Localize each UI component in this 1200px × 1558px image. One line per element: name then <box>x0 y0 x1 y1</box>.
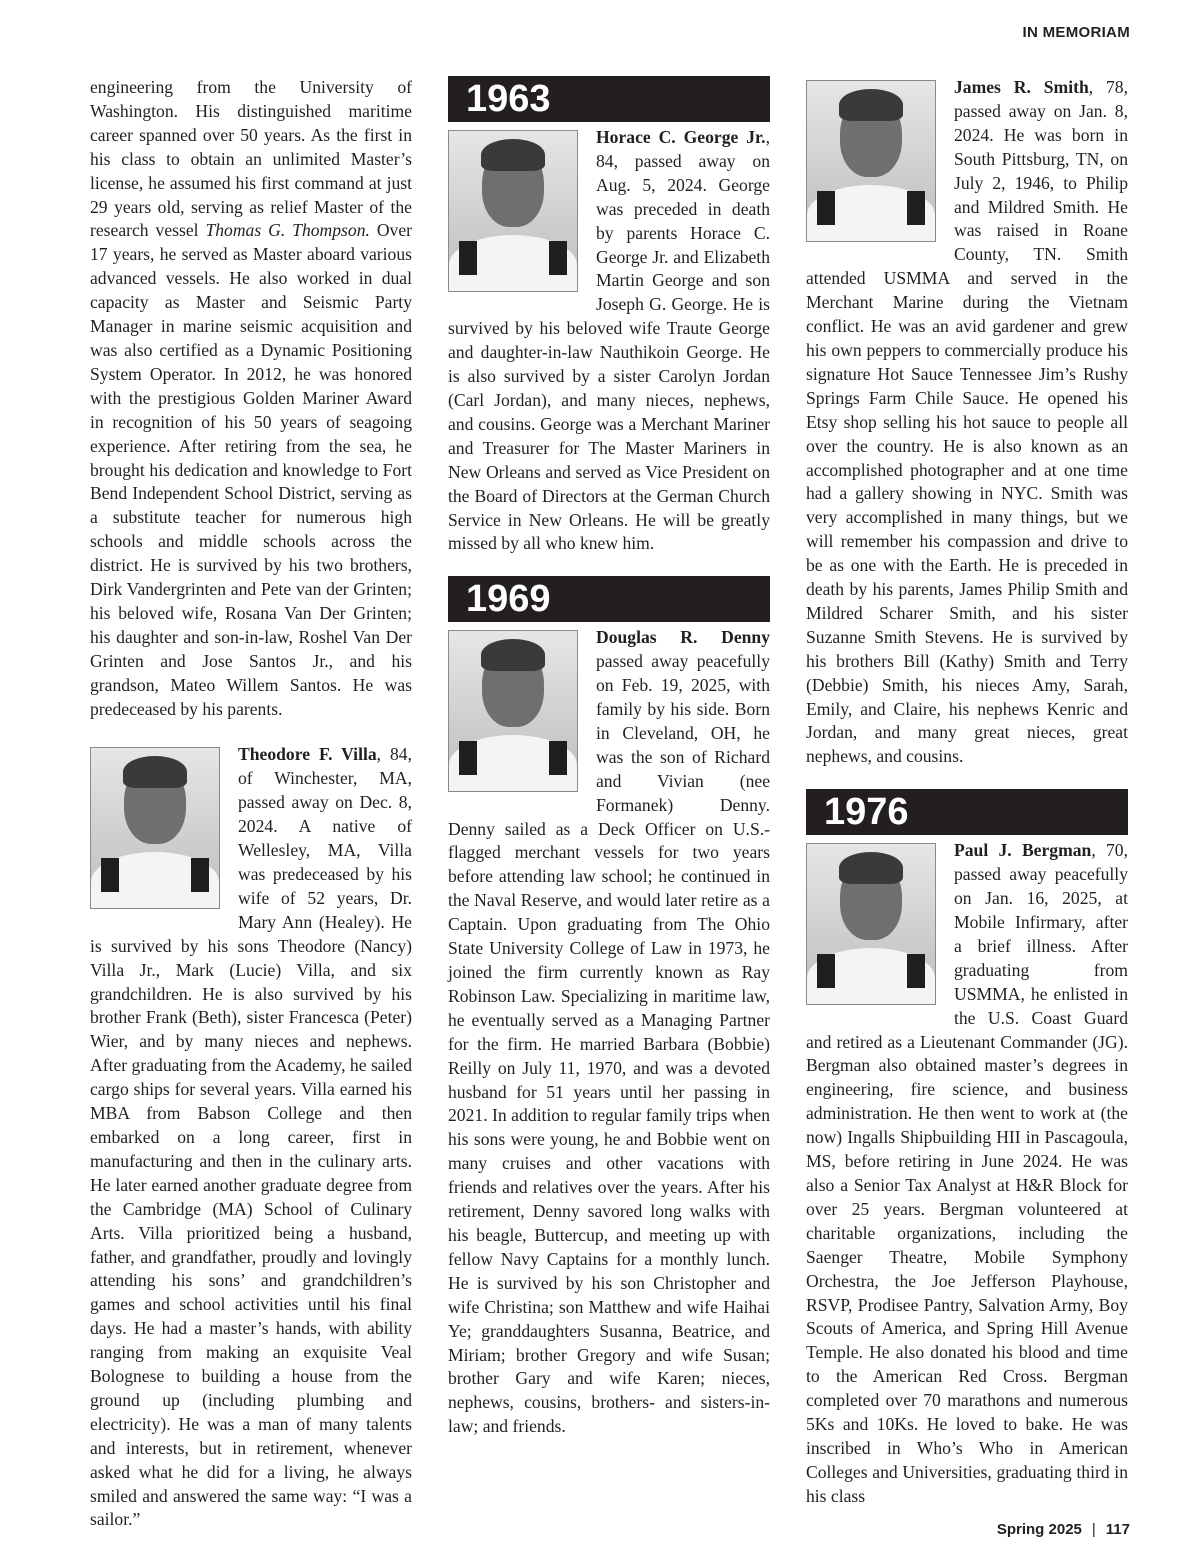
vessel-name: Thomas G. Thompson. <box>205 220 370 241</box>
obituary-bergman-text: , 70, passed away peacefully on Jan. 16, 2025, at Mobile Infirmary, after a brief illness. After graduating from USMMA, he enlisted in the U.S. Coast Guard and retired as a Lieutenant Commander (JG). Bergman also obtained master’s degrees in engineering, fire science, and business administration. He then went to work at (the now) Ingalls Shipbuilding HII in Pascagoula, MS, before retiring in June 2024. He was also a Senior Tax Analyst at H&R Block for over 25 years. Bergman volunteered at charitable organizations, including the Saenger Theatre, Mobile Symphony Orchestra, the Joe Jefferson Playhouse, RSVP, Prodisee Pantry, Salvation Army, Boy Scouts of America, and Spring Hill Avenue Temple. He also donated his blood and time to the American Red Cross. Bergman completed over 70 marathons and numerous 5Ks and 10Ks. He loved to bake. He was inscribed in Who’s Who in American Colleges and Universities, graduating third in his class <box>806 840 1128 1506</box>
portrait-bergman <box>806 843 936 1005</box>
portrait-george <box>448 130 578 292</box>
class-year-1963: 1963 <box>448 76 770 122</box>
obituary-smith-text: , 78, passed away on Jan. 8, 2024. He was born in South Pittsburg, TN, on July 2, 1946, to Philip and Mildred Smith. He was raised in Roane County, TN. Smith attended USMMA and served in the Merchant Marine during the Vietnam conflict. He was an avid gardener and grew his own peppers to commercially produce his signature Hot Sauce Tennessee Jim’s Rushy Springs Farm Chile Sauce. He opened his Etsy shop selling his hot sauce to people all over the country. He is also known as an accomplished photographer and at one time had a gallery showing in NYC. Smith was very accomplished in many things, but we will remember his compassion and drive to be as one with the Earth. He is preceded in death by his parents, James Philip Smith and Mildred Scharer Smith, and his sister Suzanne Smith Stevens. He is survived by his brothers Bill (Kathy) Smith and Terry (Debbie) Smith, his nieces Amy, Sarah, Emily, and Claire, his nephews Kenric and Jordan, and many great nieces, great nephews, and cousins. <box>806 77 1128 767</box>
name-denny: Douglas R. Denny <box>596 627 770 648</box>
spacer <box>448 556 770 576</box>
obituary-villa-text: , 84, of Winchester, MA, passed away on Dec. 8, 2024. A native of Wellesley, MA, Villa was predeceased by his wife of 52 years, Dr. Mary Ann (Healey). He is survived by his sons Theodore (Nancy) Villa Jr., Mark (Lucie) Villa, and six grandchildren. He is also survived by his brother Frank (Beth), sister Francesca (Peter) Wier, and by many nieces and nephews. After graduating from the Academy, he sailed cargo ships for several years. Villa earned his MBA from Babson College and then embarked on a long career, first in manufacturing and then in the culinary arts. He later earned another graduate degree from the Cambridge (MA) School of Culinary Arts. Villa prioritized being a husband, father, and grandfather, proudly and lovingly attending his sons’ and grandchildren’s games and school activities until his final days. He had a master’s hands, with ability ranging from making an exquisite Veal Bolognese to building a house from the ground up (including plumbing and electricity). He was a man of many talents and interests, but in retirement, whenever asked what he did for a living, he always smiled and answered the same way: “I was a sailor.” <box>90 744 413 1530</box>
footer-separator: | <box>1091 1521 1096 1538</box>
section-header: IN MEMORIAM <box>1022 24 1130 41</box>
name-villa: Theodore F. Villa <box>238 744 377 765</box>
portrait-denny <box>448 630 578 792</box>
obituary-denny-text: passed away peacefully on Feb. 19, 2025, with family by his side. Born in Cleveland, OH, he was the son of Richard and Vivian (nee Formanek) Denny. Denny sailed as a Deck Officer on U.S.-flagged merchant vessels for two years before attending law school; he continued in the Naval Reserve, and would later retire as a Captain. Upon graduating from The Ohio State University College of Law in 1973, he joined the firm currently known as Ray Robinson Law. Specializing in maritime law, he eventually served as a Managing Partner for the firm. He married Barbara (Bobbie) Reilly on July 11, 1970, and was a devoted husband for 51 years until her passing in 2021. In addition to regular family trips when his sons were young, he and Bobbie went on many cruises and other vacations with friends and relatives over the years. After his retirement, Denny savored long walks with his beagle, Buttercup, and meeting up with fellow Navy Captains for a monthly lunch. He is survived by his son Christopher and wife Christina; son Matthew and wife Haihai Ye; granddaughters Susanna, Beatrice, and Miriam; brother Gregory and wife Susan; brother Gary and wife Karen; nieces, nephews, cousins, brothers- and sisters-in-law; and friends. <box>448 651 770 1437</box>
portrait-villa <box>90 747 220 909</box>
issue-label: Spring 2025 <box>996 1521 1082 1538</box>
spacer <box>90 721 412 743</box>
column-3 <box>806 76 1128 1509</box>
spacer <box>806 769 1128 789</box>
obituary-george-text: , 84, passed away on Aug. 5, 2024. George was preceded in death by parents Horace C. George Jr. and Elizabeth Martin George and son Joseph G. George. He is survived by his beloved wife Traute George and daughter-in-law Nauthikoin George. He is also survived by a sister Carolyn Jordan (Carl Jordan), and many nieces, nephews, and cousins. George was a Merchant Mariner and Treasurer for The Master Mariners in New Orleans and served as Vice President on the Board of Directors at the German Church Service in New Orleans. He will be greatly missed by all who knew him. <box>448 127 770 554</box>
column-1 <box>90 76 412 1532</box>
column-2 <box>448 76 770 1439</box>
obituary-text-rest: Over 17 years, he served as Master aboard various advanced vessels. He also worked in dual capacity as Master and Seismic Party Manager in marine seismic acquisition and was also certified as a Dynamic Positioning System Operator. In 2012, he was honored with the prestigious Golden Mariner Award in recognition of his 50 years of seagoing experience. After retiring from the sea, he brought his dedication and knowledge to Fort Bend Independent School District, serving as a substitute teacher for numerous high schools and middle schools across the district. He is survived by his two brothers, Dirk Vandergrinten and Pete van der Grinten; his beloved wife, Rosana Van Der Grinten; his daughter and son-in-law, Roshel Van Der Grinten and Jose Santos Jr., and his grandson, Mateo Willem Santos. He was predeceased by his parents. <box>90 220 412 719</box>
name-smith: James R. Smith <box>954 77 1089 97</box>
name-george: Horace C. George Jr. <box>596 127 766 147</box>
obituary-text: engineering from the University of Washington. His distinguished maritime career spanned over 50 years. As the first in his class to obtain an unlimited Master’s license, he assumed his first command at just 29 years old, serving as relief Master of the research vessel <box>90 77 412 241</box>
name-bergman: Paul J. Bergman <box>954 840 1092 861</box>
continued-obituary <box>90 76 412 721</box>
portrait-smith <box>806 80 936 242</box>
class-year-1969: 1969 <box>448 576 770 622</box>
page-footer <box>997 1521 1130 1538</box>
class-year-1976: 1976 <box>806 789 1128 835</box>
page-number: 117 <box>1105 1521 1130 1538</box>
